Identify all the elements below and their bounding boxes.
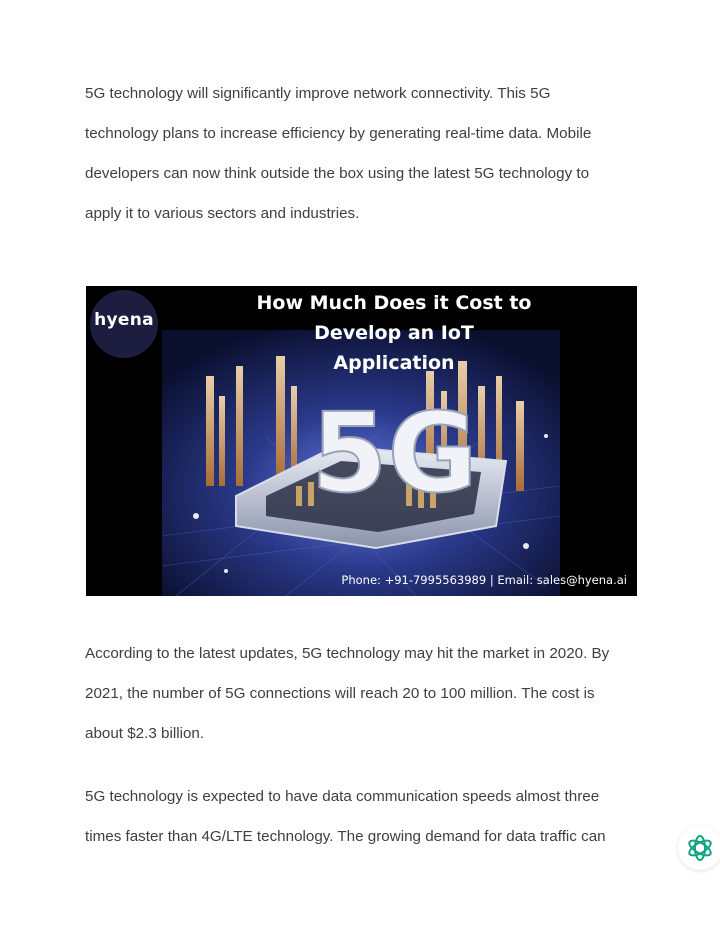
article-banner-image [86, 286, 637, 596]
paragraph-speed: 5G technology is expected to have data communication speeds almost three times faster than 4G/LTE technology. The growing demand for data traffic can [85, 788, 606, 845]
5g-graphic-text: 5G [311, 389, 478, 517]
paragraph-intro: 5G technology will significantly improve network connectivity. This 5G technology plans to increase efficiency by generating real-time data. Mobile developers can now think outside the box using the latest 5G technology to apply it to various sectors and industries. [85, 85, 592, 222]
ai-assistant-button[interactable] [678, 826, 720, 870]
banner-contact-info: Phone: +91-7995563989 | Email: sales@hyena.ai [341, 573, 627, 587]
ai-assistant-icon [685, 833, 715, 863]
paragraph-market: According to the latest updates, 5G technology may hit the market in 2020. By 2021, the number of 5G connections will reach 20 to 100 million. The cost is about $2.3 billion. [85, 645, 610, 742]
logo-text: hyena [94, 310, 154, 330]
hyena-logo [90, 290, 158, 358]
banner-title: How Much Does it Cost to Develop an IoT Application [256, 292, 532, 374]
